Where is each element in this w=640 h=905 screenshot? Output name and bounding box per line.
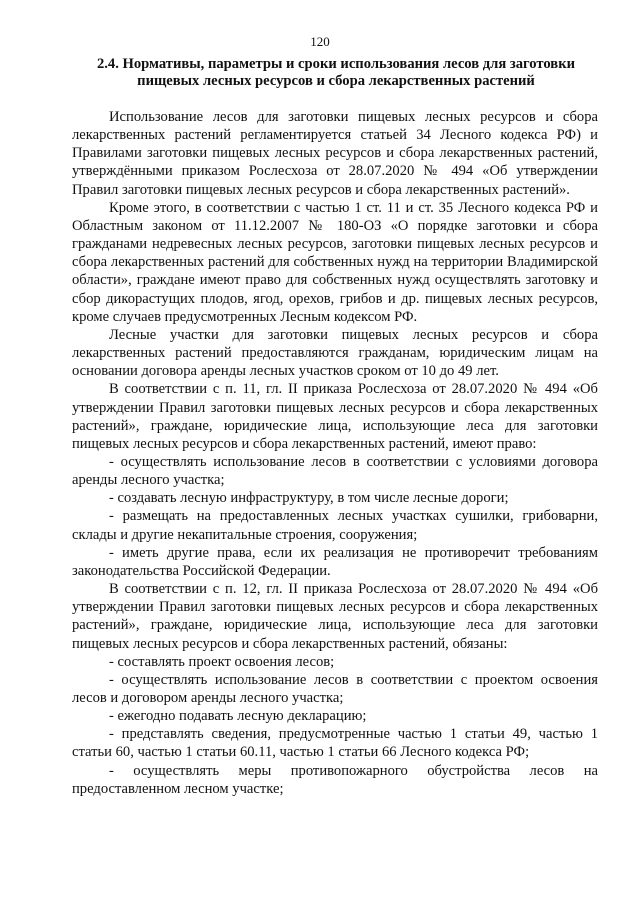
list-item: - представлять сведения, предусмотренные частью 1 статьи 49, частью 1 статьи 60, частью 1 статьи 60.11, частью 1 статьи 66 Лесного кодекса РФ; [72,726,598,761]
document-body [72,108,598,798]
list-item: - иметь другие права, если их реализация не противоречит требованиям законодательства Российской Федерации. [72,544,598,579]
list-item: - осуществлять использование лесов в соответствии с проектом освоения лесов и договором аренды лесного участка; [72,671,598,706]
list-item: - ежегодно подавать лесную декларацию; [109,708,367,725]
list-item: - создавать лесную инфраструктуру, в том числе лесные дороги; [109,490,509,507]
paragraph: Кроме этого, в соответствии с частью 1 ст. 11 и ст. 35 Лесного кодекса РФ и Областным законом от 11.12.2007 № 180-ОЗ «О порядке заготовки и сбора гражданами недревесных лесных ресурсов, заготовки пищевых лесных ресурсов и сбора лекарственных растений для собственных нужд на территории Владимирской области», граждане имеют право для собственных нужд осуществлять заготовку и сбор дикорастущих плодов, ягод, орехов, грибов и др. пищевых лесных ресурсов, кроме случаев предусмотренных Лесным кодексом РФ. [72,199,598,325]
list-item: - составлять проект освоения лесов; [109,653,335,670]
paragraph: Использование лесов для заготовки пищевых лесных ресурсов и сбора лекарственных растений регламентируется статьей 34 Лесного кодекса РФ) и Правилами заготовки пищевых лесных ресурсов и сбора лекарственных растений, утверждёнными приказом Рослесхоза от 28.07.2020 № 494 «Об утверждении Правил заготовки пищевых лесных ресурсов и сбора лекарственных растений». [72,109,598,198]
section-heading: 2.4. Нормативы, параметры и сроки использования лесов для заготовки пищевых лесных ресурсов и сбора лекарственных растений [96,56,576,89]
paragraph: В соответствии с п. 11, гл. II приказа Рослесхоза от 28.07.2020 № 494 «Об утверждении Правил заготовки пищевых лесных ресурсов и сбора лекарственных растений», граждане, юридические лица, использующие леса для заготовки пищевых лесных ресурсов и сбора лекарственных растений, имеют право: [72,381,598,452]
page-number: 120 [310,34,330,49]
paragraph: В соответствии с п. 12, гл. II приказа Рослесхоза от 28.07.2020 № 494 «Об утверждении Правил заготовки пищевых лесных ресурсов и сбора лекарственных растений», граждане, юридические лица, использующие леса для заготовки пищевых лесных ресурсов и сбора лекарственных растений, обязаны: [72,581,598,652]
list-item: - осуществлять использование лесов в соответствии с условиями договора аренды лесного участка; [72,453,598,489]
list-item: - осуществлять меры противопожарного обустройства лесов на предоставленном лесном участке; [72,762,598,797]
paragraph: Лесные участки для заготовки пищевых лесных ресурсов и сбора лекарственных растений предоставляются гражданам, юридическим лицам на основании договора аренды лесных участков сроком от 10 до 49 лет. [72,326,598,380]
list-item: - размещать на предоставленных лесных участках сушилки, грибоварни, склады и другие некапитальные строения, сооружения; [72,508,598,543]
